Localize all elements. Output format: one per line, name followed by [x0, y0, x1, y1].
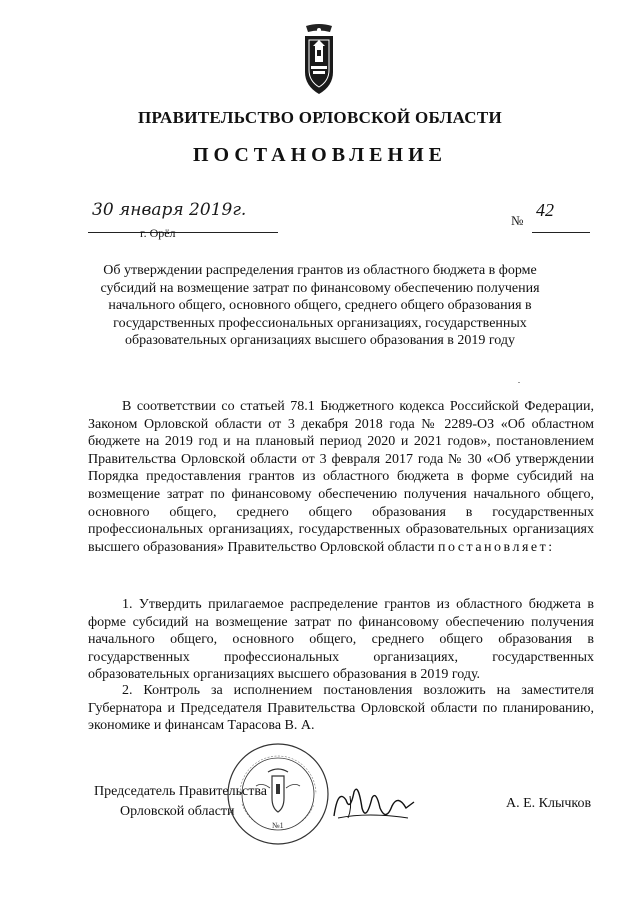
- number-label: №: [511, 213, 524, 228]
- resolves-word: постановляет:: [437, 539, 555, 555]
- government-heading: ПРАВИТЕЛЬСТВО ОРЛОВСКОЙ ОБЛАСТИ: [137, 108, 503, 127]
- position-line-1: Председатель Правительства: [94, 784, 267, 799]
- handwritten-date: 30 января 2019г.: [92, 200, 247, 220]
- item-2-paragraph: 2. Контроль за исполнением постановления возложить на заместителя Губернатора и Председателя Правительства Орловской области по планированию, экономике и финансам Тарасова В. А.: [88, 683, 594, 734]
- handwritten-number: 42: [536, 200, 554, 220]
- signatory-name: А. Е. Клычков: [506, 796, 592, 811]
- seal-number: №1: [272, 821, 284, 830]
- item-1-paragraph: 1. Утвердить прилагаемое распределение грантов из областного бюджета в форме субсидий на возмещение затрат по финансовому обеспечению получения начального общего, основного общего, среднего общего образования в государственных профессиональных организациях, государственных образовательных организациях высшего образования в 2019 году.: [88, 597, 594, 683]
- document-type-heading: ПОСТАНОВЛЕНИЕ: [193, 144, 447, 166]
- scan-speck: [518, 382, 520, 383]
- document-title: Об утверждении распределения грантов из областного бюджета в форме субсидий на возмещение затрат по финансовому обеспечению получения начального общего, основного общего, среднего общего образования в государственных профессиональных организациях, государственных образовательных организациях высшего образования в 2019 году: [100, 263, 540, 348]
- handwritten-signature: [328, 778, 418, 828]
- preamble-text: В соответствии со статьей 78.1 Бюджетного кодекса Российской Федерации, Законом Орловской области от 3 декабря 2018 года № 2289-ОЗ «Об областном бюджете на 2019 год и на плановый период 2020 и 2021 годов», постановлением Правительства Орловской области от 3 февраля 2017 года № 30 «Об утверждении Порядка предоставления грантов из областного бюджета в форме субсидий на возмещение затрат по финансовому обеспечению получения начального общего, основного общего, среднего общего образования в государственных профессиональных организациях, государственных образовательных организациях высшего образования» Правительство Орловской области: [88, 399, 594, 555]
- city-label: г. Орёл: [140, 226, 176, 240]
- coat-of-arms-icon: [302, 24, 336, 96]
- preamble-paragraph: [88, 398, 594, 556]
- position-line-2: Орловской области: [120, 804, 235, 819]
- official-seal-icon: [226, 742, 330, 846]
